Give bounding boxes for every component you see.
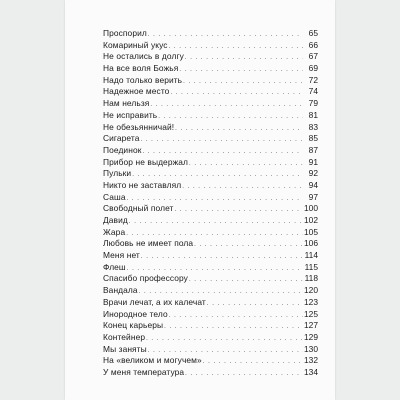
toc-entry-title: Мы заняты xyxy=(103,343,147,354)
toc-entry-page-number: 120 xyxy=(304,285,318,296)
toc-entry-page-number: 123 xyxy=(304,296,318,307)
toc-entry-title: Комариный укус xyxy=(103,39,168,50)
toc-entry xyxy=(103,344,318,356)
toc-entry-page-number: 102 xyxy=(304,215,318,225)
toc-entry xyxy=(103,238,318,250)
dot-leader xyxy=(148,30,303,42)
toc-entry-page-number: 92 xyxy=(308,168,318,179)
toc-entry-page-number: 118 xyxy=(304,273,318,284)
toc-entry-title: Никто не заставлял xyxy=(103,179,182,190)
toc-entry-title: Не остались в долгу xyxy=(103,51,184,62)
toc-entry-title: Сигарета xyxy=(103,133,140,144)
toc-entry-title: Конец карьеры xyxy=(103,320,164,331)
toc-entry-page-number: 74 xyxy=(308,86,318,97)
toc-entry xyxy=(103,157,318,169)
toc-entry xyxy=(103,309,318,321)
dot-leader xyxy=(189,159,303,171)
toc-entry-title: Флеш xyxy=(103,261,126,272)
toc-entry-title: Надо только верить xyxy=(103,74,183,85)
toc-entry xyxy=(103,86,318,98)
toc-entry-title: Прибор не выдержал xyxy=(103,156,189,167)
toc-entry-title: Пульки xyxy=(103,168,132,179)
toc-entry-title: На «великом и могучем» xyxy=(103,355,202,366)
toc-entry xyxy=(103,110,318,122)
toc-entry-title: Не исправить xyxy=(103,109,158,120)
toc-entry xyxy=(103,297,318,309)
dot-leader xyxy=(183,77,303,89)
toc-entry-title: Врачи лечат, а их калечат xyxy=(103,296,206,307)
dot-leader xyxy=(141,252,303,264)
toc-entry-page-number: 69 xyxy=(308,63,318,74)
toc-entry xyxy=(103,122,318,134)
toc-entry-title: Меня нет xyxy=(103,250,140,261)
toc-entry xyxy=(103,250,318,262)
toc-entry-page-number: 87 xyxy=(308,144,318,155)
toc-entry-page-number: 115 xyxy=(304,261,318,272)
toc-entry-page-number: 114 xyxy=(304,250,318,261)
toc-entry xyxy=(103,63,318,75)
toc-entry xyxy=(103,262,318,274)
dot-leader xyxy=(158,112,303,124)
toc-entry-title: Проспорил xyxy=(103,28,147,38)
toc-entry xyxy=(103,285,318,297)
toc-entry-title: Контейнер xyxy=(103,331,146,342)
toc-entry xyxy=(103,273,318,285)
toc-entry-page-number: 94 xyxy=(308,179,318,190)
toc-entry-title: Давид xyxy=(103,215,128,225)
toc-entry-page-number: 83 xyxy=(308,121,318,132)
toc-entry-page-number: 106 xyxy=(304,238,318,249)
toc-entry-title: Надежное место xyxy=(103,86,170,97)
toc-entry xyxy=(103,51,318,63)
dot-leader xyxy=(189,275,303,287)
toc-entry xyxy=(103,180,318,192)
toc-entry-page-number: 132 xyxy=(304,355,318,366)
toc-entry xyxy=(103,145,318,157)
toc-entry xyxy=(103,215,318,227)
dot-leader xyxy=(146,334,303,346)
toc-entry-title: Свободный полет xyxy=(103,203,174,214)
dot-leader xyxy=(169,42,303,54)
toc-entry-page-number: 66 xyxy=(308,39,318,50)
toc-entry-title: Поединок xyxy=(103,144,142,155)
toc-entry-page-number: 129 xyxy=(304,331,318,342)
toc-entry xyxy=(103,355,318,367)
table-of-contents xyxy=(103,28,318,379)
toc-entry xyxy=(103,168,318,180)
toc-entry-page-number: 97 xyxy=(308,191,318,202)
toc-entry xyxy=(103,98,318,110)
dot-leader xyxy=(207,299,303,311)
toc-entry xyxy=(103,40,318,52)
toc-entry-title: Саша xyxy=(103,191,126,202)
toc-entry-title: У меня температура xyxy=(103,366,185,377)
toc-entry xyxy=(103,28,318,40)
dot-leader xyxy=(174,205,303,217)
toc-entry xyxy=(103,332,318,344)
dot-leader xyxy=(170,88,303,100)
dot-leader xyxy=(164,322,303,334)
toc-entry-title: На все воля Божья xyxy=(103,63,179,74)
toc-entry xyxy=(103,75,318,87)
toc-entry-page-number: 130 xyxy=(304,343,318,354)
dot-leader xyxy=(141,135,304,147)
dot-leader xyxy=(129,217,303,229)
toc-entry-title: Инородное тело xyxy=(103,308,168,319)
dot-leader xyxy=(194,240,303,252)
toc-entry-title: Нам нельзя xyxy=(103,98,150,109)
toc-entry xyxy=(103,367,318,379)
toc-entry-title: Любовь не имеет пола xyxy=(103,238,194,249)
toc-entry-title: Спасибо профессору xyxy=(103,273,188,284)
toc-entry-page-number: 134 xyxy=(304,366,318,377)
toc-entry-title: Вандала xyxy=(103,285,138,296)
toc-entry-page-number: 72 xyxy=(308,74,318,85)
dot-leader xyxy=(185,369,303,381)
dot-leader xyxy=(175,124,303,136)
toc-entry-page-number: 81 xyxy=(308,109,318,120)
toc-entry-page-number: 79 xyxy=(308,98,318,109)
toc-entry-title: Не обезьянничай! xyxy=(103,121,175,132)
toc-entry-page-number: 125 xyxy=(304,308,318,319)
toc-entry xyxy=(103,203,318,215)
toc-entry-page-number: 65 xyxy=(308,28,318,38)
toc-entry xyxy=(103,227,318,239)
toc-entry-page-number: 67 xyxy=(308,51,318,62)
toc-entry-page-number: 85 xyxy=(308,133,318,144)
dot-leader xyxy=(179,65,303,77)
toc-entry xyxy=(103,192,318,204)
dot-leader xyxy=(185,53,303,65)
toc-entry-page-number: 127 xyxy=(304,320,318,331)
dot-leader xyxy=(150,100,303,112)
toc-entry xyxy=(103,320,318,332)
toc-entry xyxy=(103,133,318,145)
dot-leader xyxy=(169,311,303,323)
dot-leader xyxy=(203,357,303,369)
dot-leader xyxy=(182,182,303,194)
toc-entry-page-number: 105 xyxy=(304,226,318,237)
toc-entry-page-number: 100 xyxy=(304,203,318,214)
toc-entry-title: Жара xyxy=(103,226,126,237)
toc-entry-page-number: 91 xyxy=(308,156,318,167)
